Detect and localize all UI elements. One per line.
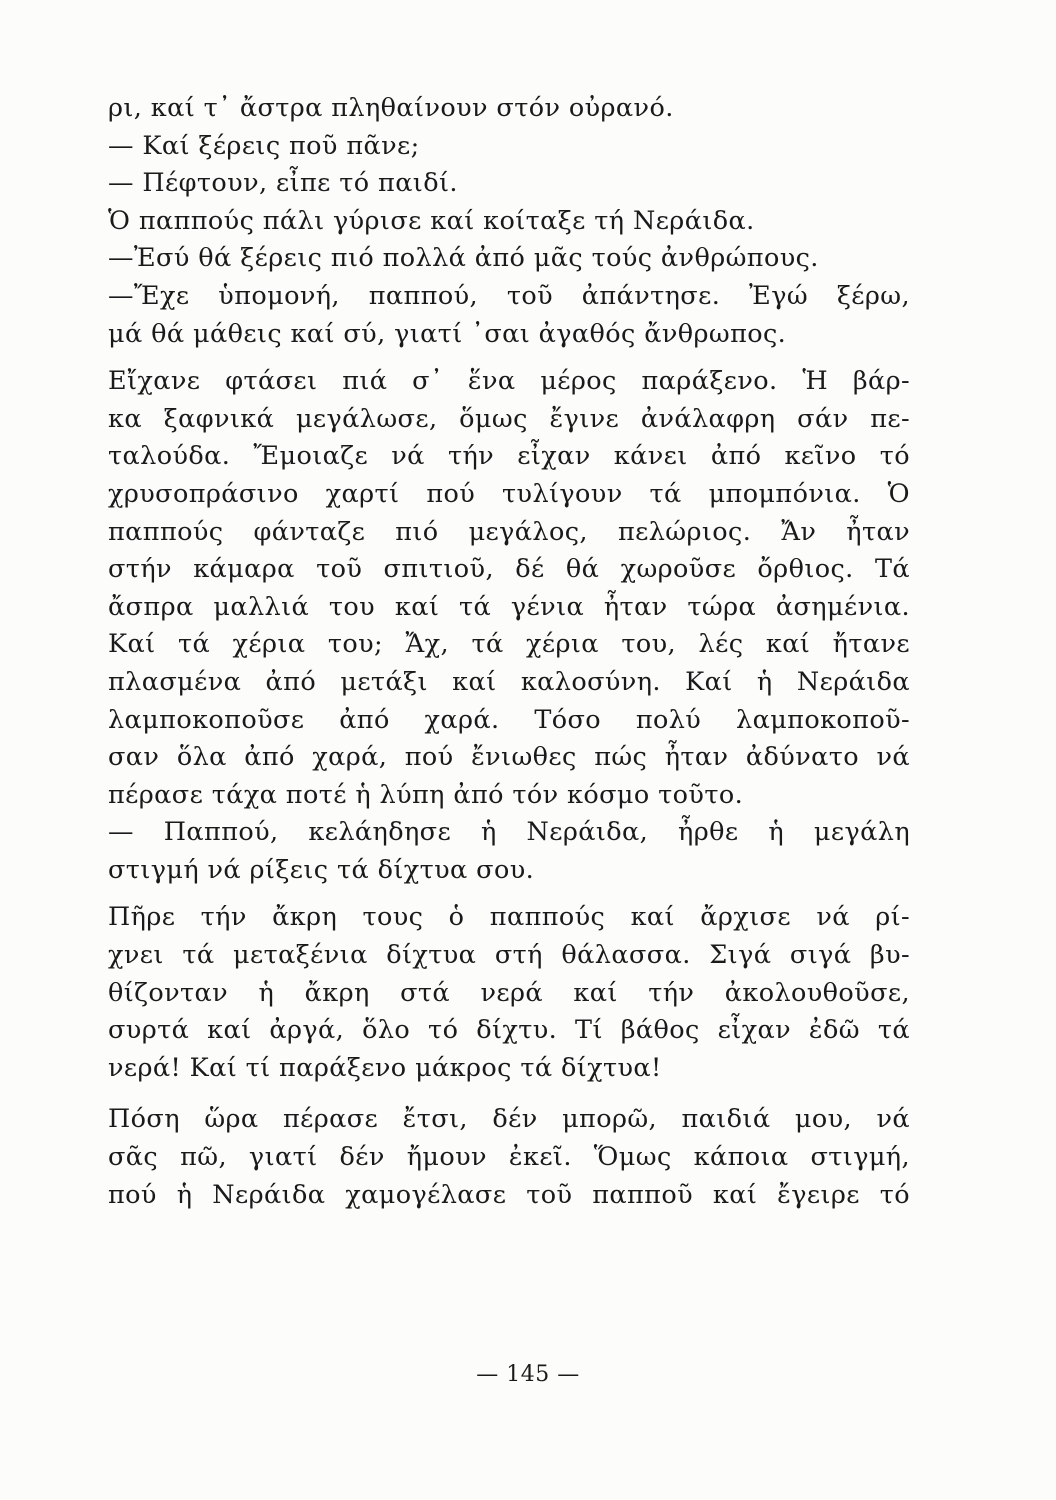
- text-line: πλασμένα ἀπό μετάξι καί καλοσύνη. Καί ἡ Νεράιδα: [108, 666, 910, 697]
- text-line: σᾶς πῶ, γιατί δέν ἤμουν ἐκεῖ. Ὅμως κάποια στιγμή,: [108, 1142, 910, 1173]
- dialogue-line: —Ἔχε ὑπομονή, παππού, τοῦ ἀπάντησε. Ἐγώ ξέρω,: [108, 280, 910, 311]
- dialogue-line: — Καί ξέρεις ποῦ πᾶνε;: [108, 130, 420, 161]
- text-line: μά θά μάθεις καί σύ, γιατί ᾽σαι ἀγαθός ἄνθρωπος.: [108, 318, 787, 349]
- text-line: κα ξαφνικά μεγάλωσε, ὅμως ἔγινε ἀνάλαφρη σάν πε-: [108, 403, 910, 434]
- dialogue-line: — Παππού, κελάηδησε ἡ Νεράιδα, ἦρθε ἡ μεγάλη: [108, 817, 910, 848]
- text-line: ρι, καί τ᾽ ἄστρα πληθαίνουν στόν οὐρανό.: [108, 93, 674, 123]
- text-line: Πόση ὥρα πέρασε ἔτσι, δέν μπορῶ, παιδιά μου, νά: [108, 1104, 910, 1135]
- dialogue-line: — Πέφτουν, εἶπε τό παιδί.: [108, 168, 458, 199]
- text-line: θίζονταν ἡ ἄκρη στά νερά καί τήν ἀκολουθοῦσε,: [108, 977, 910, 1008]
- text-line: Ὁ παππούς πάλι γύρισε καί κοίταξε τή Νεράιδα.: [108, 205, 755, 236]
- text-line: πού ἡ Νεράιδα χαμογέλασε τοῦ παπποῦ καί ἔγειρε τό: [108, 1179, 910, 1210]
- text-line: Εἴχανε φτάσει πιά σ᾽ ἕνα μέρος παράξενο. Ἡ βάρ-: [108, 366, 910, 397]
- text-line: συρτά καί ἀργά, ὅλο τό δίχτυ. Τί βάθος εἶχαν ἐδῶ τά: [108, 1015, 910, 1046]
- text-line: πέρασε τάχα ποτέ ἡ λύπη ἀπό τόν κόσμο τοῦτο.: [108, 779, 744, 810]
- text-line: χρυσοπράσινο χαρτί πού τυλίγουν τά μπομπόνια. Ὁ: [108, 478, 910, 509]
- text-line: ταλούδα. Ἔμοιαζε νά τήν εἶχαν κάνει ἀπό κεῖνο τό: [108, 441, 910, 472]
- text-line: στήν κάμαρα τοῦ σπιτιοῦ, δέ θά χωροῦσε ὄρθιος. Τά: [108, 554, 910, 585]
- text-line: ἄσπρα μαλλιά του καί τά γένια ἦταν τώρα ἀσημένια.: [108, 591, 910, 622]
- text-line: σαν ὅλα ἀπό χαρά, πού ἔνιωθες πώς ἦταν ἀδύνατο νά: [108, 742, 910, 773]
- text-line: νερά! Καί τί παράξενο μάκρος τά δίχτυα!: [108, 1052, 662, 1083]
- page-number: — 145 —: [476, 1362, 580, 1387]
- text-line: Καί τά χέρια του; Ἄχ, τά χέρια του, λές καί ἤτανε: [108, 629, 910, 660]
- text-line: χνει τά μεταξένια δίχτυα στή θάλασσα. Σιγά σιγά βυ-: [108, 940, 910, 971]
- body-text: [108, 90, 910, 1214]
- dialogue-line: —Ἐσύ θά ξέρεις πιό πολλά ἀπό μᾶς τούς ἀνθρώπους.: [108, 243, 819, 274]
- text-line: στιγμή νά ρίξεις τά δίχτυα σου.: [108, 854, 535, 885]
- text-line: λαμποκοποῦσε ἀπό χαρά. Τόσο πολύ λαμποκοποῦ-: [108, 704, 910, 735]
- text-line: Πῆρε τήν ἄκρη τους ὁ παππούς καί ἄρχισε νά ρί-: [108, 902, 910, 933]
- text-line: παππούς φάνταζε πιό μεγάλος, πελώριος. Ἄν ἦταν: [108, 516, 910, 547]
